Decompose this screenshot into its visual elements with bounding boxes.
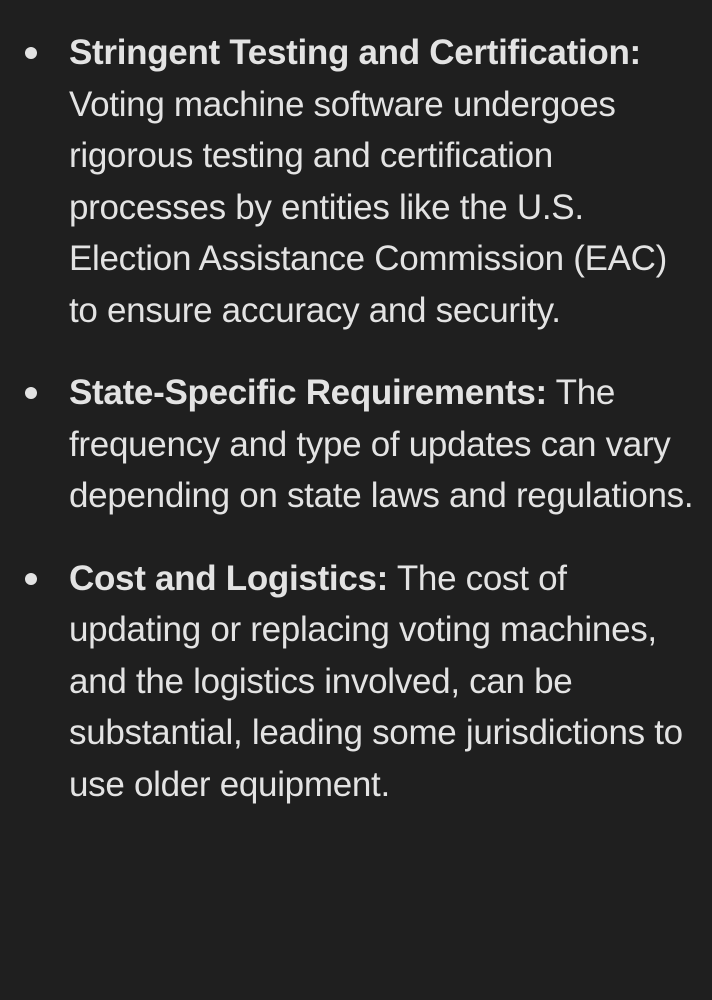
bullet-list bbox=[0, 27, 712, 810]
bullet-icon bbox=[25, 573, 37, 585]
list-item-testing-certification bbox=[0, 27, 712, 336]
bullet-icon bbox=[25, 387, 37, 399]
item-body: The frequency and type of updates can vary depending on state laws and regulations. bbox=[69, 373, 694, 515]
list-item-cost-logistics bbox=[0, 553, 712, 811]
bullet-icon bbox=[25, 47, 37, 59]
item-title: Cost and Logistics: bbox=[69, 558, 389, 598]
list-item-state-requirements bbox=[0, 367, 712, 522]
item-body: The cost of updating or replacing voting machines, and the logistics involved, can be substantial, leading some jurisdictions to use older equipment. bbox=[69, 558, 683, 804]
item-body: Voting machine software undergoes rigorous testing and certification processes by entities like the U.S. Election Assistance Commission (EAC) to ensure accuracy and security. bbox=[69, 84, 668, 330]
item-title: Stringent Testing and Certification: bbox=[69, 33, 641, 72]
item-title: State-Specific Requirements: bbox=[69, 373, 547, 412]
